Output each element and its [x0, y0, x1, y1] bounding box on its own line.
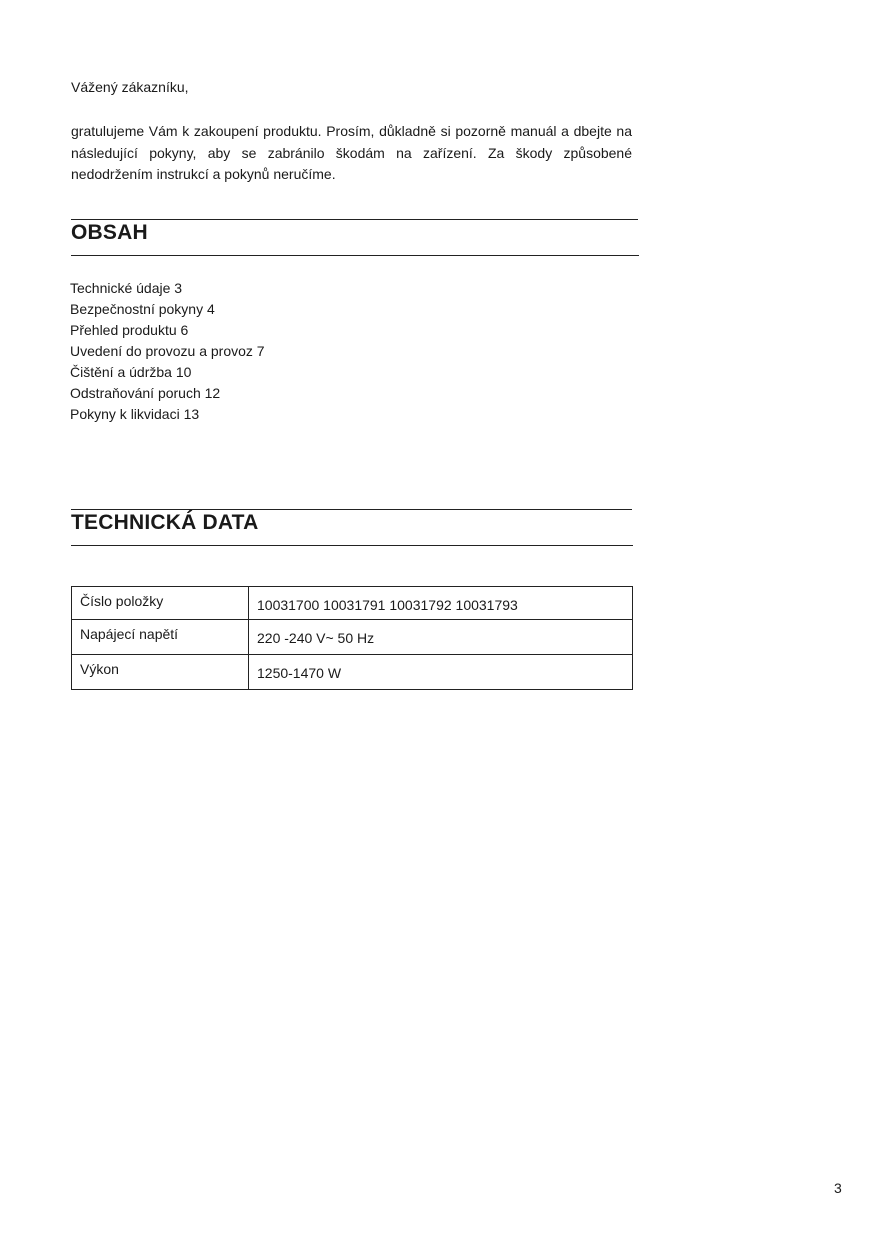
spec-label: Číslo položky — [80, 593, 164, 609]
spec-value: 220 -240 V~ 50 Hz — [257, 630, 375, 646]
contents-heading: OBSAH — [71, 221, 148, 244]
page-number: 3 — [834, 1180, 842, 1196]
spec-label: Napájecí napětí — [80, 626, 179, 642]
toc-item: Bezpečnostní pokyny 4 — [70, 301, 215, 317]
toc-item: Odstraňování poruch 12 — [70, 385, 221, 401]
toc-item: Uvedení do provozu a provoz 7 — [70, 343, 265, 359]
table-row — [72, 587, 633, 620]
table-row — [72, 655, 633, 690]
toc-item: Přehled produktu 6 — [70, 322, 189, 338]
toc-item: Pokyny k likvidaci 13 — [70, 406, 200, 422]
spec-value-cell — [249, 587, 633, 620]
toc-item: Technické údaje 3 — [70, 280, 183, 296]
technical-top-rule — [71, 509, 632, 510]
spec-value-cell — [249, 620, 633, 655]
spec-label-cell — [72, 587, 249, 620]
table-row — [72, 620, 633, 655]
greeting: Vážený zákazníku, — [71, 79, 189, 95]
spec-label: Výkon — [80, 661, 119, 677]
spec-value-cell — [249, 655, 633, 690]
toc-item: Čištění a údržba 10 — [70, 364, 192, 380]
contents-top-rule — [71, 219, 638, 220]
technical-data-table — [71, 586, 633, 690]
intro-paragraph: gratulujeme Vám k zakoupení produktu. Prosím, důkladně si pozorně manuál a dbejte na následující pokyny, aby se zabránilo škodám na zařízení. Za škody způsobené nedodržením instrukcí a pokynů neručíme. — [71, 123, 632, 182]
technical-bottom-rule — [71, 545, 633, 546]
spec-label-cell — [72, 620, 249, 655]
spec-value: 10031700 10031791 10031792 10031793 — [257, 597, 518, 613]
spec-label-cell — [72, 655, 249, 690]
table-of-contents — [70, 278, 265, 425]
technical-heading: TECHNICKÁ DATA — [71, 511, 259, 534]
contents-bottom-rule — [71, 255, 639, 256]
spec-value: 1250-1470 W — [257, 665, 342, 681]
